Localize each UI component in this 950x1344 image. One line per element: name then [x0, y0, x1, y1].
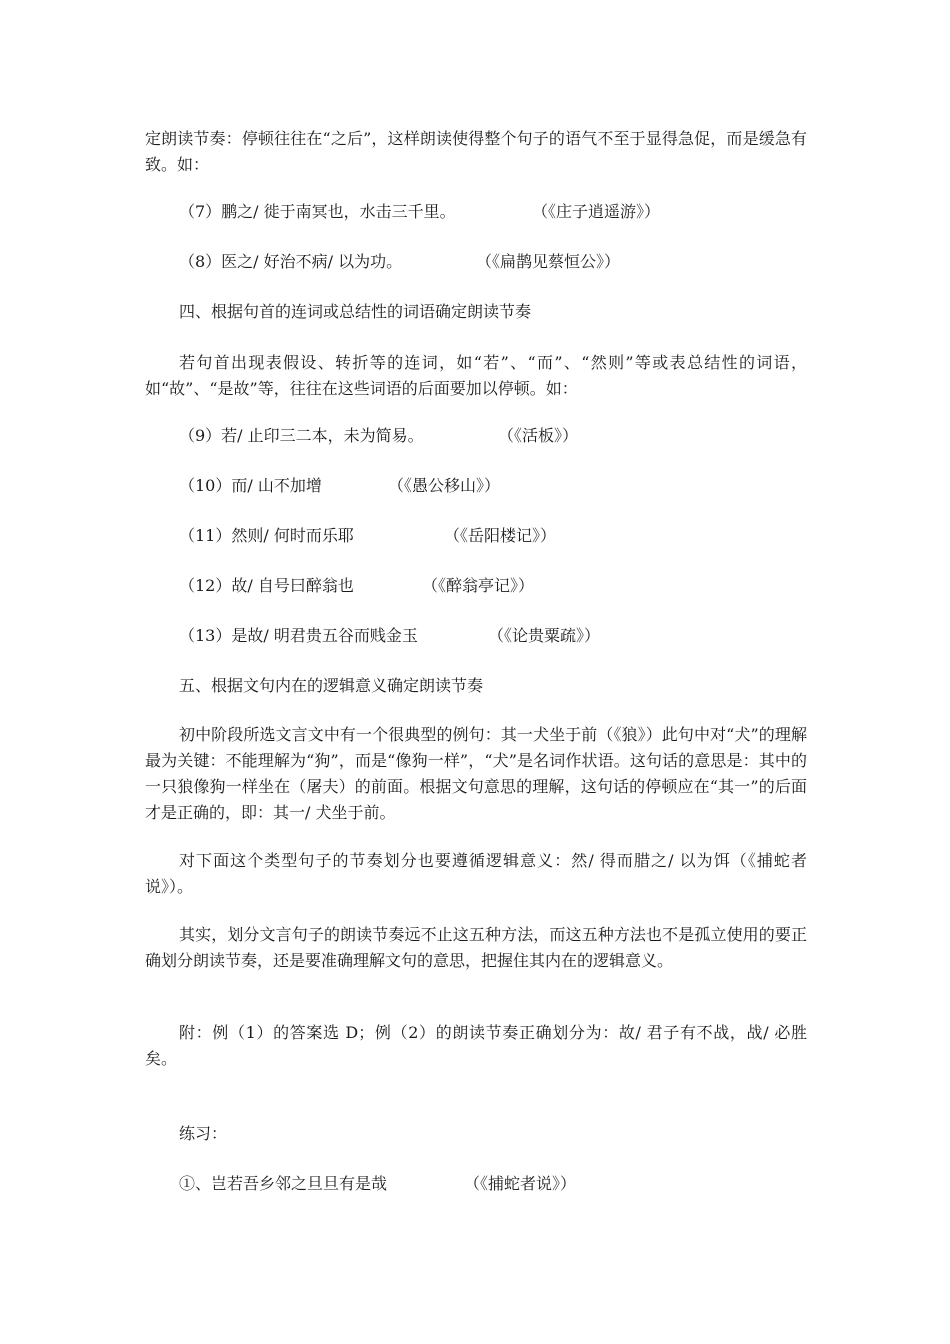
example-10-source: （《愚公移山》）: [388, 476, 501, 495]
example-13: （13）是故/ 明君贵五谷而贱金玉: [179, 626, 418, 645]
section-heading-4: 四、根据句首的连词或总结性的词语确定朗读节奏: [179, 302, 532, 321]
logic-example-paragraph: 对下面这个类型句子的节奏划分也要遵循逻辑意义：然/ 得而腊之/ 以为饵（《捕蛇者说》）。: [145, 851, 807, 896]
example-8-source: （《扁鹊见蔡恒公》）: [476, 252, 621, 271]
example-7-source: （《庄子逍遥游》）: [532, 202, 661, 221]
example-8: （8）医之/ 好治不病/ 以为功。: [179, 252, 403, 271]
example-9: （9）若/ 止印三二本，未为简易。: [179, 426, 424, 445]
practice-heading: 练习：: [179, 1124, 228, 1143]
example-12-source: （《醉翁亭记》）: [422, 576, 535, 595]
practice-item-1-source: （《捕蛇者说》）: [464, 1174, 577, 1193]
example-10: （10）而/ 山不加增: [179, 476, 322, 495]
answer-note-paragraph: 附：例（1）的答案选 D；例（2）的朗读节奏正确划分为：故/ 君子有不战，战/ 必胜矣。: [145, 1023, 807, 1068]
example-13-source: （《论贵粟疏》）: [488, 626, 601, 645]
example-11: （11）然则/ 何时而乐耶: [179, 526, 354, 545]
practice-item-1: ①、岂若吾乡邻之旦旦有是哉: [179, 1174, 388, 1193]
example-11-source: （《岳阳楼记》）: [444, 526, 557, 545]
section-heading-5: 五、根据文句内在的逻辑意义确定朗读节奏: [179, 676, 484, 695]
section-4-paragraph: 若句首出现表假设、转折等的连词，如“若”、“而”、“然则”等或表总结性的词语，如“故”、“是故”等，往往在这些词语的后面要加以停顿。如：: [145, 353, 807, 398]
conclusion-paragraph: 其实，划分文言句子的朗读节奏远不止这五种方法，而这五种方法也不是孤立使用的要正确划分朗读节奏，还是要准确理解文句的意思，把握住其内在的逻辑意义。: [145, 925, 807, 970]
section-5-paragraph: 初中阶段所选文言文中有一个很典型的例句：其一犬坐于前（《狼》）此句中对“犬”的理解最为关键：不能理解为“狗”，而是“像狗一样”，“犬”是名词作状语。这句话的意思是：其中的一只狼像狗一样坐在（屠夫）的前面。根据文句意思的理解，这句话的停顿应在“其一”的后面才是正确的，即：其一/ 犬坐于前。: [145, 725, 807, 822]
example-12: （12）故/ 自号曰醉翁也: [179, 576, 354, 595]
intro-paragraph: 定朗读节奏：停顿往往在“之后”，这样朗读使得整个句子的语气不至于显得急促，而是缓急有致。如：: [145, 129, 807, 174]
example-7: （7）鹏之/ 徙于南冥也，水击三千里。: [179, 202, 456, 221]
example-9-source: （《活板》）: [498, 426, 579, 445]
